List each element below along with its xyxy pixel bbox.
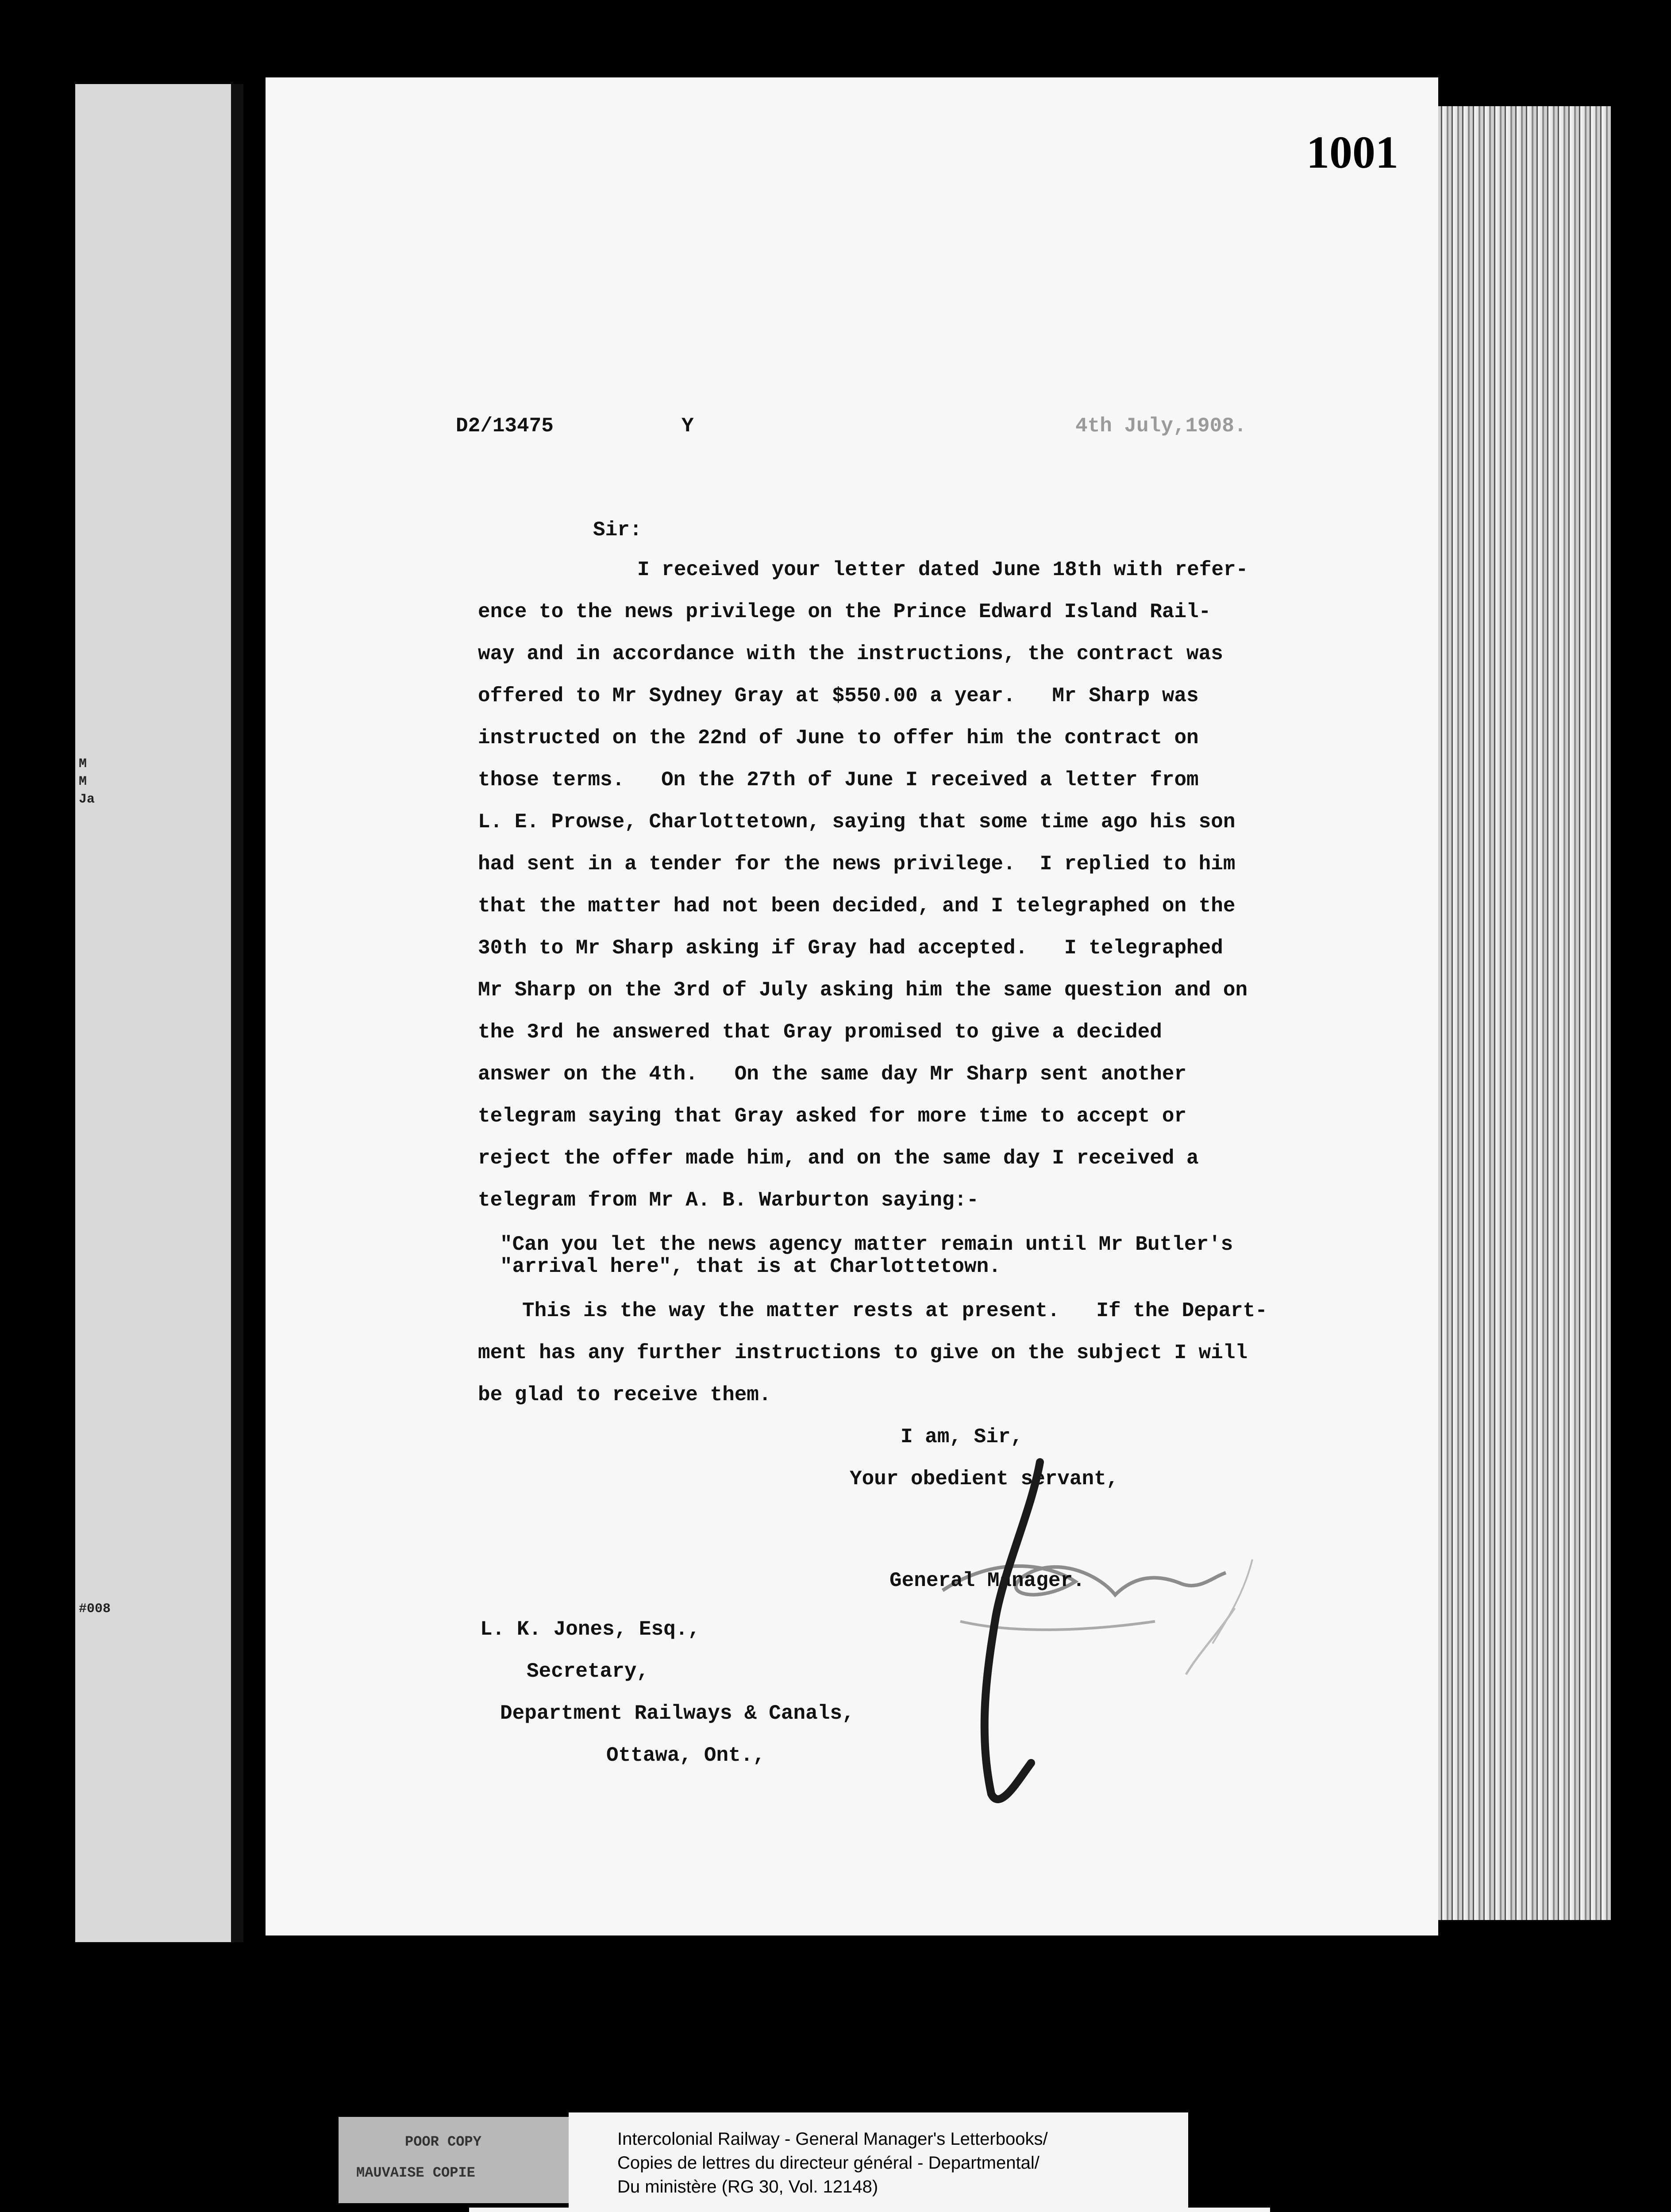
collection-line: Du ministère (RG 30, Vol. 12148)	[617, 2177, 878, 2197]
strip-shadow-edge	[231, 84, 243, 1942]
reference-initial: Y	[681, 415, 694, 438]
letterbook-page-edges	[1434, 106, 1611, 1920]
complimentary-close-2: Your obedient servant,	[850, 1467, 1119, 1490]
poor-copy-label	[339, 2117, 569, 2203]
body-line: the 3rd he answered that Gray promised to give a decided	[478, 1021, 1162, 1044]
body-line: 30th to Mr Sharp asking if Gray had accepted. I telegraphed	[478, 937, 1223, 960]
strip-mark: M	[79, 757, 87, 772]
collection-line: Intercolonial Railway - General Manager's Letterbooks/	[617, 2129, 1048, 2149]
salutation: Sir:	[593, 518, 642, 541]
body-line: be glad to receive them.	[478, 1383, 771, 1406]
folio-number: 1001	[1306, 127, 1398, 178]
quote-line: "Can you let the news agency matter remain until Mr Butler's	[500, 1233, 1233, 1256]
body-line: those terms. On the 27th of June I received a letter from	[478, 768, 1199, 791]
body-line: Mr Sharp on the 3rd of July asking him the same question and on	[478, 979, 1248, 1002]
strip-mark: M	[79, 774, 87, 789]
body-line: answer on the 4th. On the same day Mr Sharp sent another	[478, 1063, 1187, 1086]
body-line: offered to Mr Sydney Gray at $550.00 a year. Mr Sharp was	[478, 684, 1199, 707]
collection-line: Copies de lettres du directeur général - Departmental/	[617, 2153, 1040, 2173]
body-line: telegram from Mr A. B. Warburton saying:-	[478, 1189, 979, 1212]
collection-label	[569, 2112, 1188, 2212]
addressee-department: Department Railways & Canals,	[500, 1702, 855, 1725]
addressee-title: Secretary,	[527, 1660, 649, 1683]
addressee-city: Ottawa, Ont.,	[606, 1744, 765, 1767]
poor-copy-fr: MAUVAISE COPIE	[356, 2165, 475, 2181]
letter-date: 4th July,1908.	[1075, 415, 1247, 438]
body-line: way and in accordance with the instructions, the contract was	[478, 642, 1223, 665]
body-line: had sent in a tender for the news privilege. I replied to him	[478, 853, 1236, 876]
body-line: that the matter had not been decided, and I telegraphed on the	[478, 895, 1236, 918]
strip-mark: #008	[79, 1601, 111, 1617]
archives-stamp	[469, 2208, 1270, 2212]
poor-copy-en: POOR COPY	[405, 2134, 481, 2150]
addressee-name: L. K. Jones, Esq.,	[480, 1618, 700, 1641]
pencil-check-mark	[951, 1458, 1084, 1856]
body-line: This is the way the matter rests at present. If the Depart-	[522, 1299, 1267, 1322]
body-line: telegram saying that Gray asked for more time to accept or	[478, 1105, 1187, 1128]
quote-line: "arrival here", that is at Charlottetown.	[500, 1255, 1001, 1278]
body-line: I received your letter dated June 18th with refer-	[637, 558, 1248, 581]
signatory-title: General Manager.	[889, 1569, 1085, 1592]
body-line: ence to the news privilege on the Prince Edward Island Rail-	[478, 600, 1211, 623]
body-line: L. E. Prowse, Charlottetown, saying that some time ago his son	[478, 810, 1236, 833]
strip-mark: Ja	[79, 792, 95, 807]
reference-number: D2/13475	[456, 415, 554, 438]
body-line: instructed on the 22nd of June to offer him the contract on	[478, 726, 1199, 749]
adjacent-page-strip	[75, 84, 243, 1942]
letter-page	[266, 77, 1438, 1936]
body-line: ment has any further instructions to give on the subject I will	[478, 1341, 1248, 1364]
body-line: reject the offer made him, and on the same day I received a	[478, 1147, 1199, 1170]
complimentary-close: I am, Sir,	[901, 1425, 1023, 1448]
